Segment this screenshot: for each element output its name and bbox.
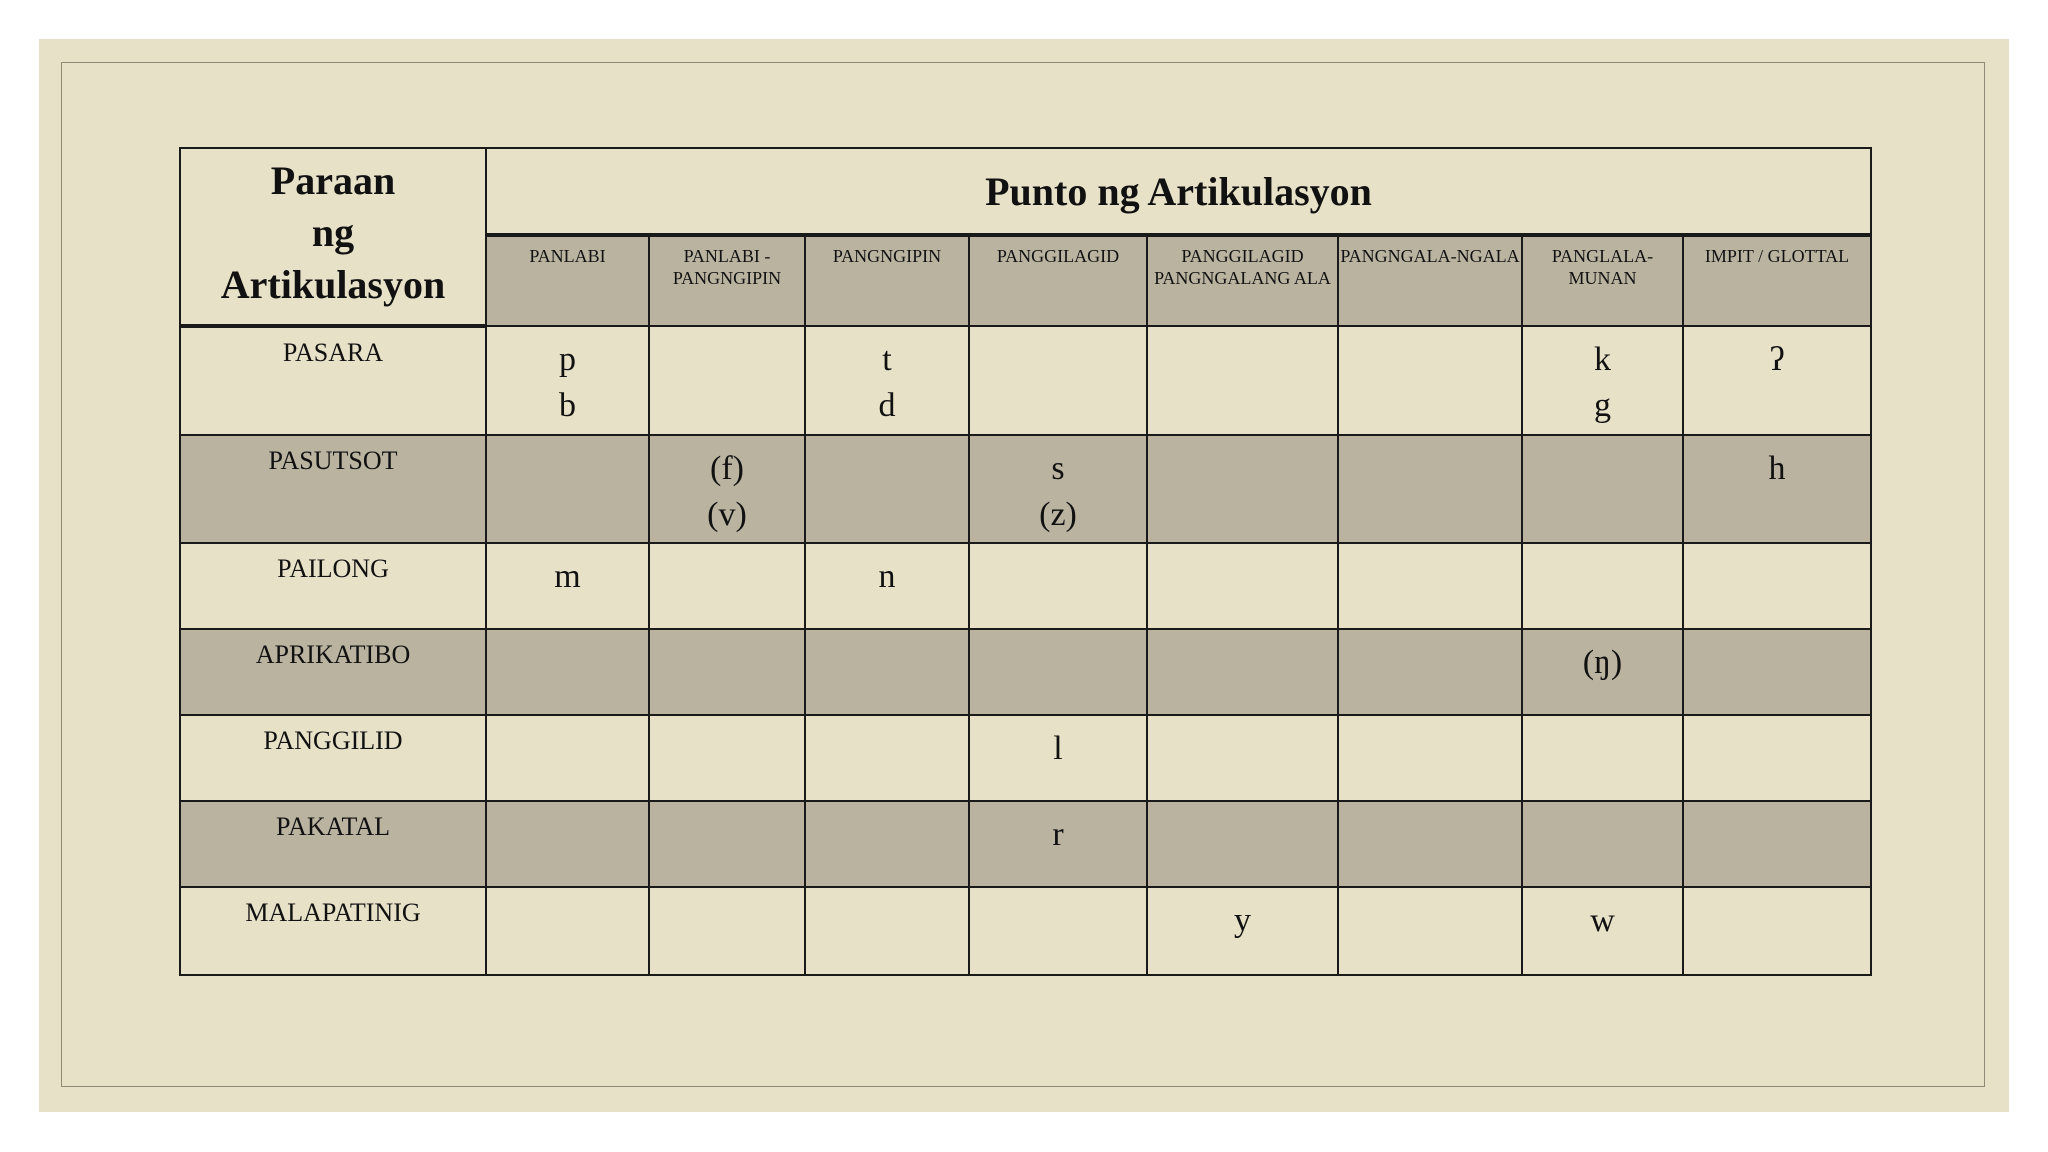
phoneme-cell (649, 801, 805, 887)
phoneme-cell (1338, 543, 1522, 629)
column-header: PANGGILAGID PANGNGALANG ALA (1147, 235, 1338, 326)
phoneme-cell (486, 887, 649, 975)
table-row (180, 543, 1871, 629)
phoneme-cell (1147, 715, 1338, 801)
phoneme-cell: ʔ (1683, 326, 1871, 435)
phoneme-cell (649, 629, 805, 715)
phoneme-cell (805, 629, 969, 715)
phoneme-cell: m (486, 543, 649, 629)
phoneme-cell (649, 887, 805, 975)
phoneme-cell: (ŋ) (1522, 629, 1683, 715)
punto-header: Punto ng Artikulasyon (486, 148, 1871, 235)
row-header: PAILONG (180, 543, 486, 629)
corner-header (180, 148, 486, 326)
phoneme-cell (649, 715, 805, 801)
row-header: MALAPATINIG (180, 887, 486, 975)
phoneme-cell (1147, 801, 1338, 887)
phoneme-cell (805, 887, 969, 975)
phoneme-cell (1683, 715, 1871, 801)
row-header: PAKATAL (180, 801, 486, 887)
phoneme-cell (486, 801, 649, 887)
phoneme-cell (486, 629, 649, 715)
phoneme-cell: r (969, 801, 1147, 887)
phoneme-cell: k g (1522, 326, 1683, 435)
phoneme-cell (1683, 629, 1871, 715)
phoneme-cell (1147, 543, 1338, 629)
row-header: PASARA (180, 326, 486, 435)
table-row (180, 629, 1871, 715)
column-header: PANLABI (486, 235, 649, 326)
phoneme-cell (969, 887, 1147, 975)
phoneme-cell (1147, 435, 1338, 543)
column-header: PANLABI - PANGNGIPIN (649, 235, 805, 326)
row-header: PASUTSOT (180, 435, 486, 543)
phoneme-cell (1522, 435, 1683, 543)
phoneme-cell (1338, 887, 1522, 975)
phoneme-cell (1338, 629, 1522, 715)
phoneme-cell: h (1683, 435, 1871, 543)
phoneme-cell (1338, 435, 1522, 543)
table-row (180, 801, 1871, 887)
phoneme-cell: s (z) (969, 435, 1147, 543)
phoneme-cell (1147, 326, 1338, 435)
column-header: PANGNGIPIN (805, 235, 969, 326)
column-header: PANGGILAGID (969, 235, 1147, 326)
phoneme-cell (1522, 715, 1683, 801)
phoneme-cell (1522, 801, 1683, 887)
table-row (180, 435, 1871, 543)
table-row (180, 326, 1871, 435)
phoneme-cell (1147, 629, 1338, 715)
corner-line-2: ng (311, 210, 355, 255)
phoneme-cell: p b (486, 326, 649, 435)
slide (39, 39, 2009, 1112)
phoneme-cell (1338, 715, 1522, 801)
column-header: PANGLALA-MUNAN (1522, 235, 1683, 326)
row-header: APRIKATIBO (180, 629, 486, 715)
phoneme-cell (805, 435, 969, 543)
phoneme-cell (805, 801, 969, 887)
phoneme-cell (486, 715, 649, 801)
phoneme-cell: w (1522, 887, 1683, 975)
phoneme-cell (805, 715, 969, 801)
phoneme-cell (1522, 543, 1683, 629)
column-header: PANGNGALA-NGALA (1338, 235, 1522, 326)
corner-line-1: Paraan (270, 158, 396, 203)
phoneme-cell (969, 629, 1147, 715)
phoneme-cell (1338, 801, 1522, 887)
phoneme-cell: y (1147, 887, 1338, 975)
phoneme-cell (649, 326, 805, 435)
table-row (180, 887, 1871, 975)
phoneme-cell (1683, 801, 1871, 887)
phoneme-cell: l (969, 715, 1147, 801)
consonant-chart (179, 147, 1872, 976)
row-header: PANGGILID (180, 715, 486, 801)
phoneme-cell (486, 435, 649, 543)
phoneme-cell (969, 543, 1147, 629)
corner-line-3: Artikulasyon (220, 262, 446, 307)
phoneme-cell (1683, 887, 1871, 975)
phoneme-cell (1338, 326, 1522, 435)
phoneme-cell: t d (805, 326, 969, 435)
phoneme-cell: n (805, 543, 969, 629)
column-header: IMPIT / GLOTTAL (1683, 235, 1871, 326)
phoneme-cell (1683, 543, 1871, 629)
phoneme-cell (649, 543, 805, 629)
phoneme-cell (969, 326, 1147, 435)
phoneme-cell: (f) (v) (649, 435, 805, 543)
table-row (180, 715, 1871, 801)
